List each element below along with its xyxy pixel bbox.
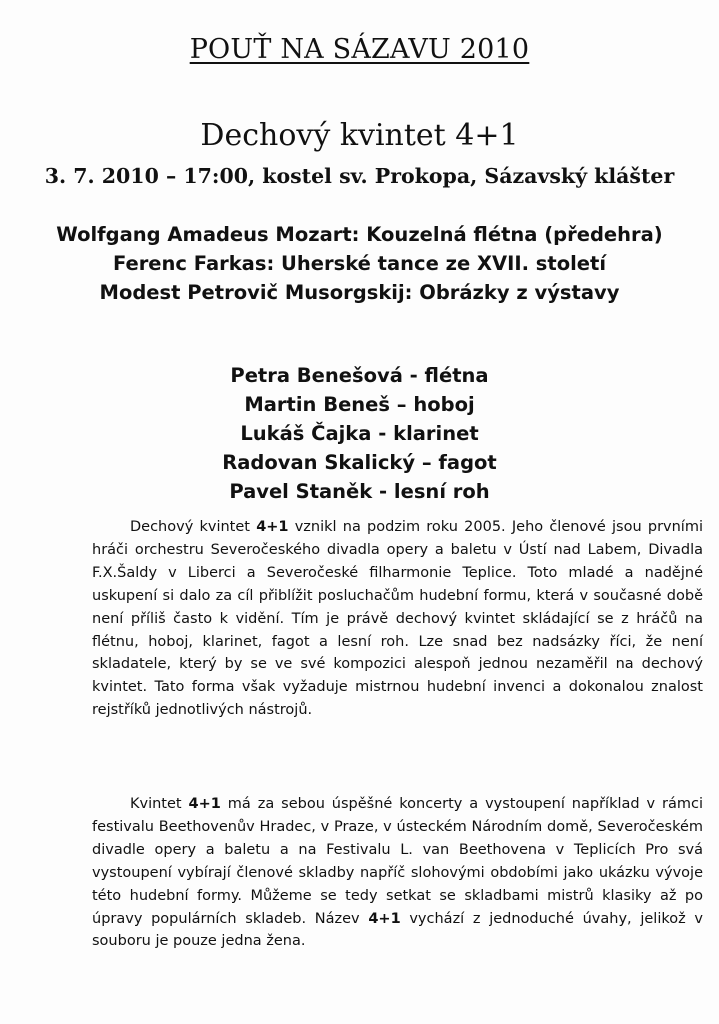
paragraph-text: vznikl na podzim roku 2005. Jeho členové jsou prvními hráči orchestru Severočeského divadla opery a baletu v Ústí nad Labem, Divadla F.X.Šaldy v Liberci a Severočeské filharmonie Teplice. Toto mladé a nadějné uskupení si dalo za cíl přiblížit posluchačům hudební formu, která v současné době není příliš často k vidění. Tím je právě dechový kvintet skládající se z hráčů na flétnu, hoboj, klarinet, fagot a lesní roh. Lze snad bez nadsázky říci, že není skladatele, který by se ve své kompozici alespoň jednou nezaměřil na dechový kvintet. Tato forma však vyžaduje mistrnou hudební invenci a dokonalou znalost rejstříků jednotlivých nástrojů.: [92, 519, 703, 719]
ensemble-name: 4+1: [256, 519, 289, 535]
program-item: Modest Petrovič Musorgskij: Obrázky z výstavy: [99, 281, 620, 304]
ensemble-heading: Dechový kvintet 4+1: [200, 118, 519, 153]
performer-item: Lukáš Čajka - klarinet: [240, 422, 479, 445]
page-title: POUŤ NA SÁZAVU 2010: [189, 34, 530, 65]
paragraph-text: vychází z jednoduché úvahy, jelikož v souboru je pouze jedna žena.: [92, 910, 703, 950]
program-list: [0, 220, 719, 307]
performer-item: Radovan Skalický – fagot: [222, 451, 497, 474]
paragraph-concerts: [92, 793, 703, 953]
performer-item: Martin Beneš – hoboj: [244, 393, 475, 416]
performers-list: [0, 361, 719, 506]
ensemble-name: 4+1: [368, 910, 401, 927]
program-item: Wolfgang Amadeus Mozart: Kouzelná flétna (předehra): [56, 223, 663, 246]
event-info: 3. 7. 2010 – 17:00, kostel sv. Prokopa, Sázavský klášter: [44, 164, 675, 188]
program-item: Ferenc Farkas: Uherské tance ze XVII. století: [112, 252, 607, 275]
performer-item: Pavel Staněk - lesní roh: [229, 480, 490, 503]
paragraph-text: má za sebou úspěšné koncerty a vystoupení například v rámci festivalu Beethovenův Hradec, v Praze, v ústeckém Národním domě, Severočeském divadle opery a baletu a na Festivalu L. van Beethovena v Teplicích Pro svá vystoupení vybírají členové skladby napříč slohovými obdobími jako ukázku vývoje této hudební formy. Můžeme se tedy setkat se skladbami mistrů klasiky až po úpravy populárních skladeb. Název: [92, 796, 703, 927]
paragraph-history: [92, 516, 703, 722]
paragraph-text: Kvintet: [130, 796, 189, 812]
paragraph-text: Dechový kvintet: [130, 519, 257, 535]
ensemble-name: 4+1: [188, 796, 221, 812]
performer-item: Petra Benešová - flétna: [230, 364, 489, 387]
